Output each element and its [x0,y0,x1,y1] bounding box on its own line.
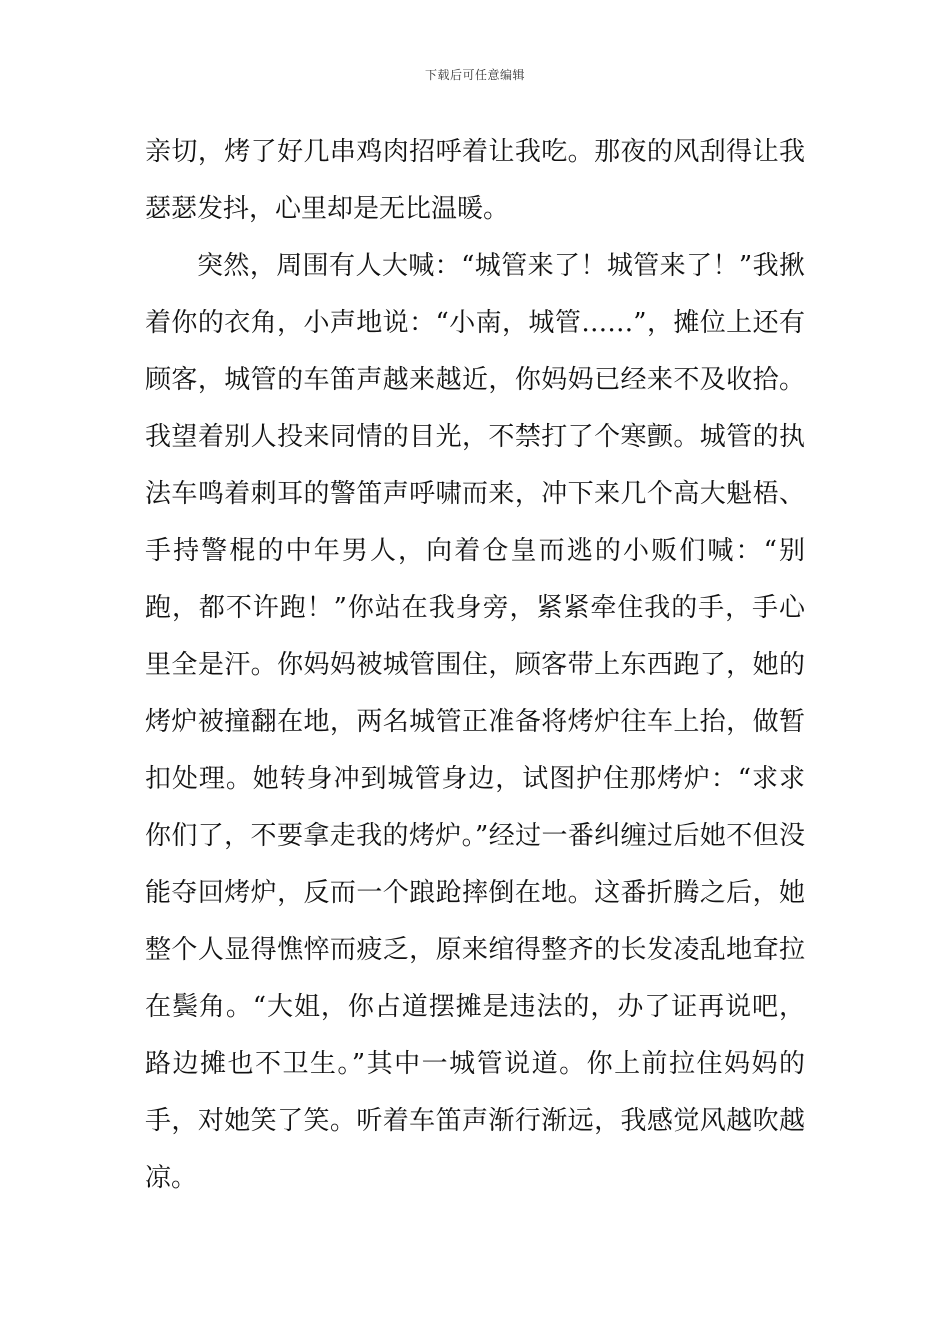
page-header: 下载后可任意编辑 [424,68,525,82]
paragraph: 突然，周围有人大喊：“城管来了！城管来了！”我揪着你的衣角，小声地说：“小南，城管……”，摊位上还有顾客，城管的车笛声越来越近，你妈妈已经来不及收拾。我望着别人投来同情的目光，不禁打了个寒颤。城管的执法车鸣着刺耳的警笛声呼啸而来，冲下来几个高大魁梧、手持警棍的中年男人，向着仓皇而逃的小贩们喊：“别跑，都不许跑！”你站在我身旁，紧紧牵住我的手，手心里全是汗。你妈妈被城管围住，顾客带上东西跑了，她的烤炉被撞翻在地，两名城管正准备将烤炉往车上抬，做暂扣处理。她转身冲到城管身边，试图护住那烤炉：“求求你们了，不要拿走我的烤炉。”经过一番纠缠过后她不但没能夺回烤炉，反而一个踉跄摔倒在地。这番折腾之后，她整个人显得憔悴而疲乏，原来绾得整齐的长发凌乱地耷拉在鬓角。“大姐，你占道摆摊是违法的，办了证再说吧，路边摊也不卫生。”其中一城管说道。你上前拉住妈妈的手，对她笑了笑。听着车笛声渐行渐远，我感觉风越吹越凉。 [145,251,805,1193]
document-body [145,124,805,1207]
paragraph-continued: 亲切，烤了好几串鸡肉招呼着让我吃。那夜的风刮得让我瑟瑟发抖，心里却是无比温暖。 [145,137,805,224]
